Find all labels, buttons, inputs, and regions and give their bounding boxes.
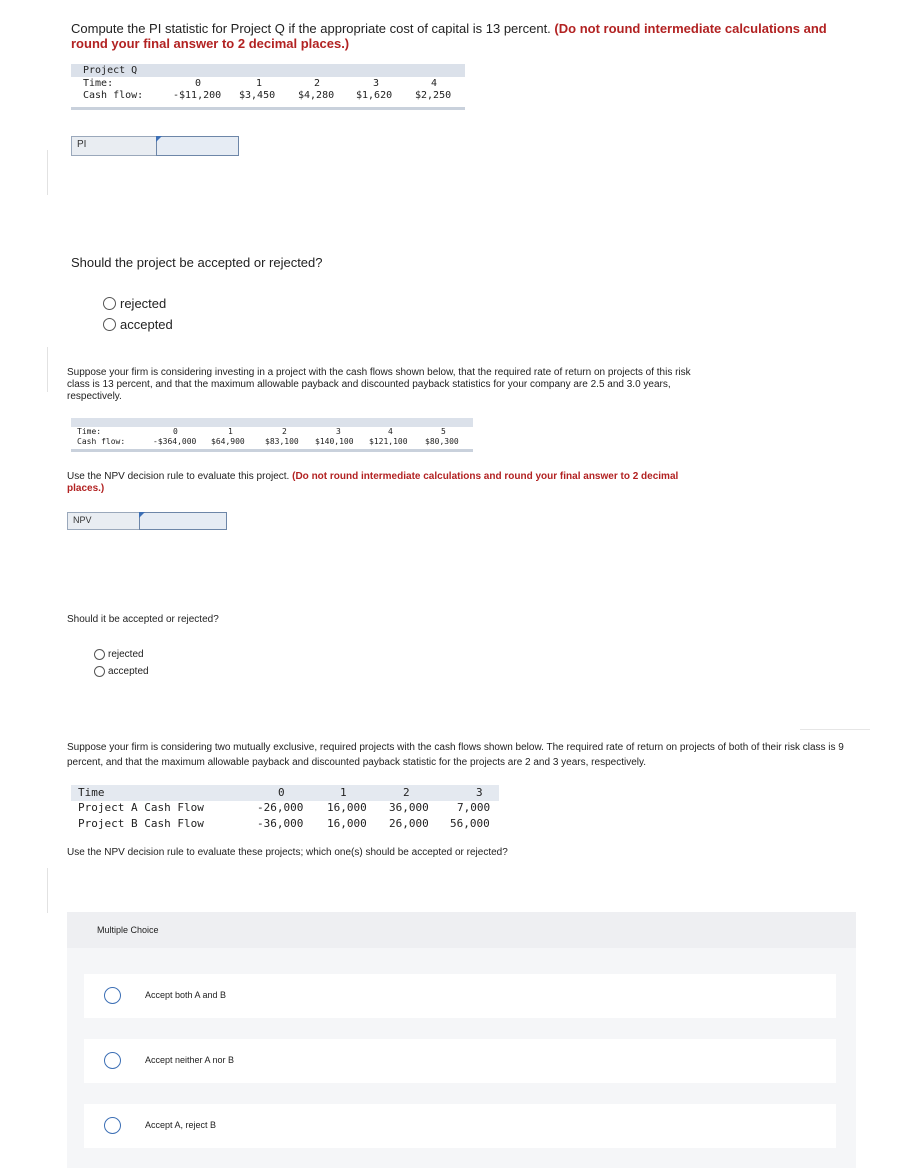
radio-icon[interactable]: [94, 649, 105, 660]
q1-decision-question: Should the project be accepted or rejected?: [71, 255, 323, 270]
time-cell: 2: [314, 78, 321, 89]
cash-flow-cell: $3,450: [239, 90, 276, 101]
time-cell: 0: [278, 786, 285, 799]
input-flag-icon: [139, 512, 145, 518]
margin-marker: [47, 868, 48, 913]
radio-icon[interactable]: [103, 297, 116, 310]
q3-cash-flow-table: [71, 785, 499, 833]
time-cell: 1: [228, 427, 233, 436]
divider: [800, 729, 870, 730]
table-cell: 16,000: [327, 817, 367, 830]
q1-option-accepted[interactable]: [103, 317, 173, 332]
time-cell: 2: [403, 786, 410, 799]
time-cell: 3: [373, 78, 380, 89]
cash-flow-cell: $1,620: [356, 90, 393, 101]
table-cell: -26,000: [257, 801, 304, 814]
time-cell: 2: [282, 427, 287, 436]
time-label: Time:: [77, 427, 102, 436]
cash-flow-cell: $83,100: [265, 437, 299, 446]
cash-flow-cell: $64,900: [211, 437, 245, 446]
project-a-label: Project A Cash Flow: [78, 801, 204, 814]
table-cell: 7,000: [457, 801, 491, 814]
table-cell: 26,000: [389, 817, 429, 830]
time-cell: 1: [340, 786, 347, 799]
mc-option-accept-both[interactable]: [84, 974, 836, 1018]
time-cell: 0: [173, 427, 178, 436]
time-cell: 4: [431, 78, 438, 89]
cash-flow-cell: -$364,000: [153, 437, 197, 446]
q2-instruction: [67, 471, 707, 495]
q2-rounding-note: (Do not round intermediate calculations and round your final answer to 2 decimal places.): [67, 471, 679, 494]
time-cell: 4: [388, 427, 393, 436]
mc-option-label: Accept neither A nor B: [145, 1055, 235, 1065]
time-cell: 3: [476, 786, 483, 799]
q2-cash-flow-table: [71, 418, 473, 452]
table-cell: 36,000: [389, 801, 429, 814]
radio-icon[interactable]: [94, 666, 105, 677]
radio-icon[interactable]: [103, 318, 116, 331]
q2-option-accepted[interactable]: [94, 666, 149, 677]
cash-flow-cell: $121,100: [369, 437, 408, 446]
npv-input[interactable]: [139, 512, 227, 530]
cash-flow-cell: -$11,200: [173, 90, 222, 101]
table-bottom-rule: [71, 449, 473, 452]
table-header-band: [71, 418, 473, 427]
q1-rounding-note: (Do not round intermediate calculations and round your final answer to 2 decimal places.): [71, 21, 827, 51]
table-bottom-rule: [71, 107, 465, 110]
margin-marker: [47, 150, 48, 195]
pi-input[interactable]: [156, 136, 239, 156]
time-label: Time: [78, 786, 105, 799]
q1-prompt: [71, 21, 831, 51]
project-b-label: Project B Cash Flow: [78, 817, 204, 830]
npv-label: NPV: [73, 515, 92, 525]
mc-option-accept-neither[interactable]: [84, 1039, 836, 1083]
q2-prompt: Suppose your firm is considering investing in a project with the cash flows shown below, that the required rate of return on projects of this risk class is 13 percent, and that the maximum allowable payback and discounted payback statistics for your company are 2.5 and 3.0 years, respectively.: [67, 367, 691, 402]
option-label: rejected: [108, 649, 144, 660]
multiple-choice-header: [67, 912, 856, 948]
time-cell: 3: [336, 427, 341, 436]
multiple-choice-panel: [67, 912, 856, 1168]
mc-option-label: Accept A, reject B: [145, 1120, 217, 1130]
table-title: Project Q: [83, 65, 138, 76]
time-cell: 5: [441, 427, 446, 436]
cash-flow-cell: $80,300: [425, 437, 459, 446]
q2-instruction-text: Use the NPV decision rule to evaluate this project.: [67, 471, 290, 482]
q1-option-rejected[interactable]: [103, 296, 166, 311]
q2-option-rejected[interactable]: [94, 649, 144, 660]
radio-icon[interactable]: [104, 987, 121, 1004]
q1-cash-flow-table: [71, 64, 465, 110]
cash-flow-label: Cash flow:: [77, 437, 126, 446]
option-label: rejected: [120, 296, 167, 311]
table-cell: 16,000: [327, 801, 367, 814]
time-cell: 0: [195, 78, 202, 89]
time-label: Time:: [83, 78, 114, 89]
radio-icon[interactable]: [104, 1052, 121, 1069]
input-flag-icon: [156, 136, 162, 142]
time-cell: 1: [256, 78, 263, 89]
option-label: accepted: [108, 666, 149, 677]
mc-option-accept-a-reject-b[interactable]: [84, 1104, 836, 1148]
q1-prompt-text: Compute the PI statistic for Project Q if the appropriate cost of capital is 13 percent.: [71, 21, 551, 36]
cash-flow-label: Cash flow:: [83, 90, 144, 101]
q2-decision-question: Should it be accepted or rejected?: [67, 614, 219, 625]
q3-instruction: Use the NPV decision rule to evaluate these projects; which one(s) should be accepted or rejected?: [67, 847, 508, 858]
option-label: accepted: [120, 317, 173, 332]
radio-icon[interactable]: [104, 1117, 121, 1134]
pi-label: PI: [77, 139, 87, 150]
mc-option-label: Accept both A and B: [145, 990, 227, 1000]
pi-answer-row: [71, 136, 239, 156]
table-header-band: [71, 785, 499, 801]
q3-prompt: Suppose your firm is considering two mutually exclusive, required projects with the cash flows shown below. The required rate of return on projects of both of their risk class is 9 percent, and that the maximum allowable payback and discounted payback statistic for the projects are 2 and 3 years, respectively.: [67, 742, 844, 768]
cash-flow-cell: $4,280: [298, 90, 335, 101]
table-cell: 56,000: [450, 817, 490, 830]
cash-flow-cell: $140,100: [315, 437, 354, 446]
cash-flow-cell: $2,250: [415, 90, 452, 101]
margin-marker: [47, 347, 48, 392]
table-cell: -36,000: [257, 817, 304, 830]
multiple-choice-title: Multiple Choice: [97, 925, 159, 935]
npv-answer-row: [67, 512, 227, 530]
